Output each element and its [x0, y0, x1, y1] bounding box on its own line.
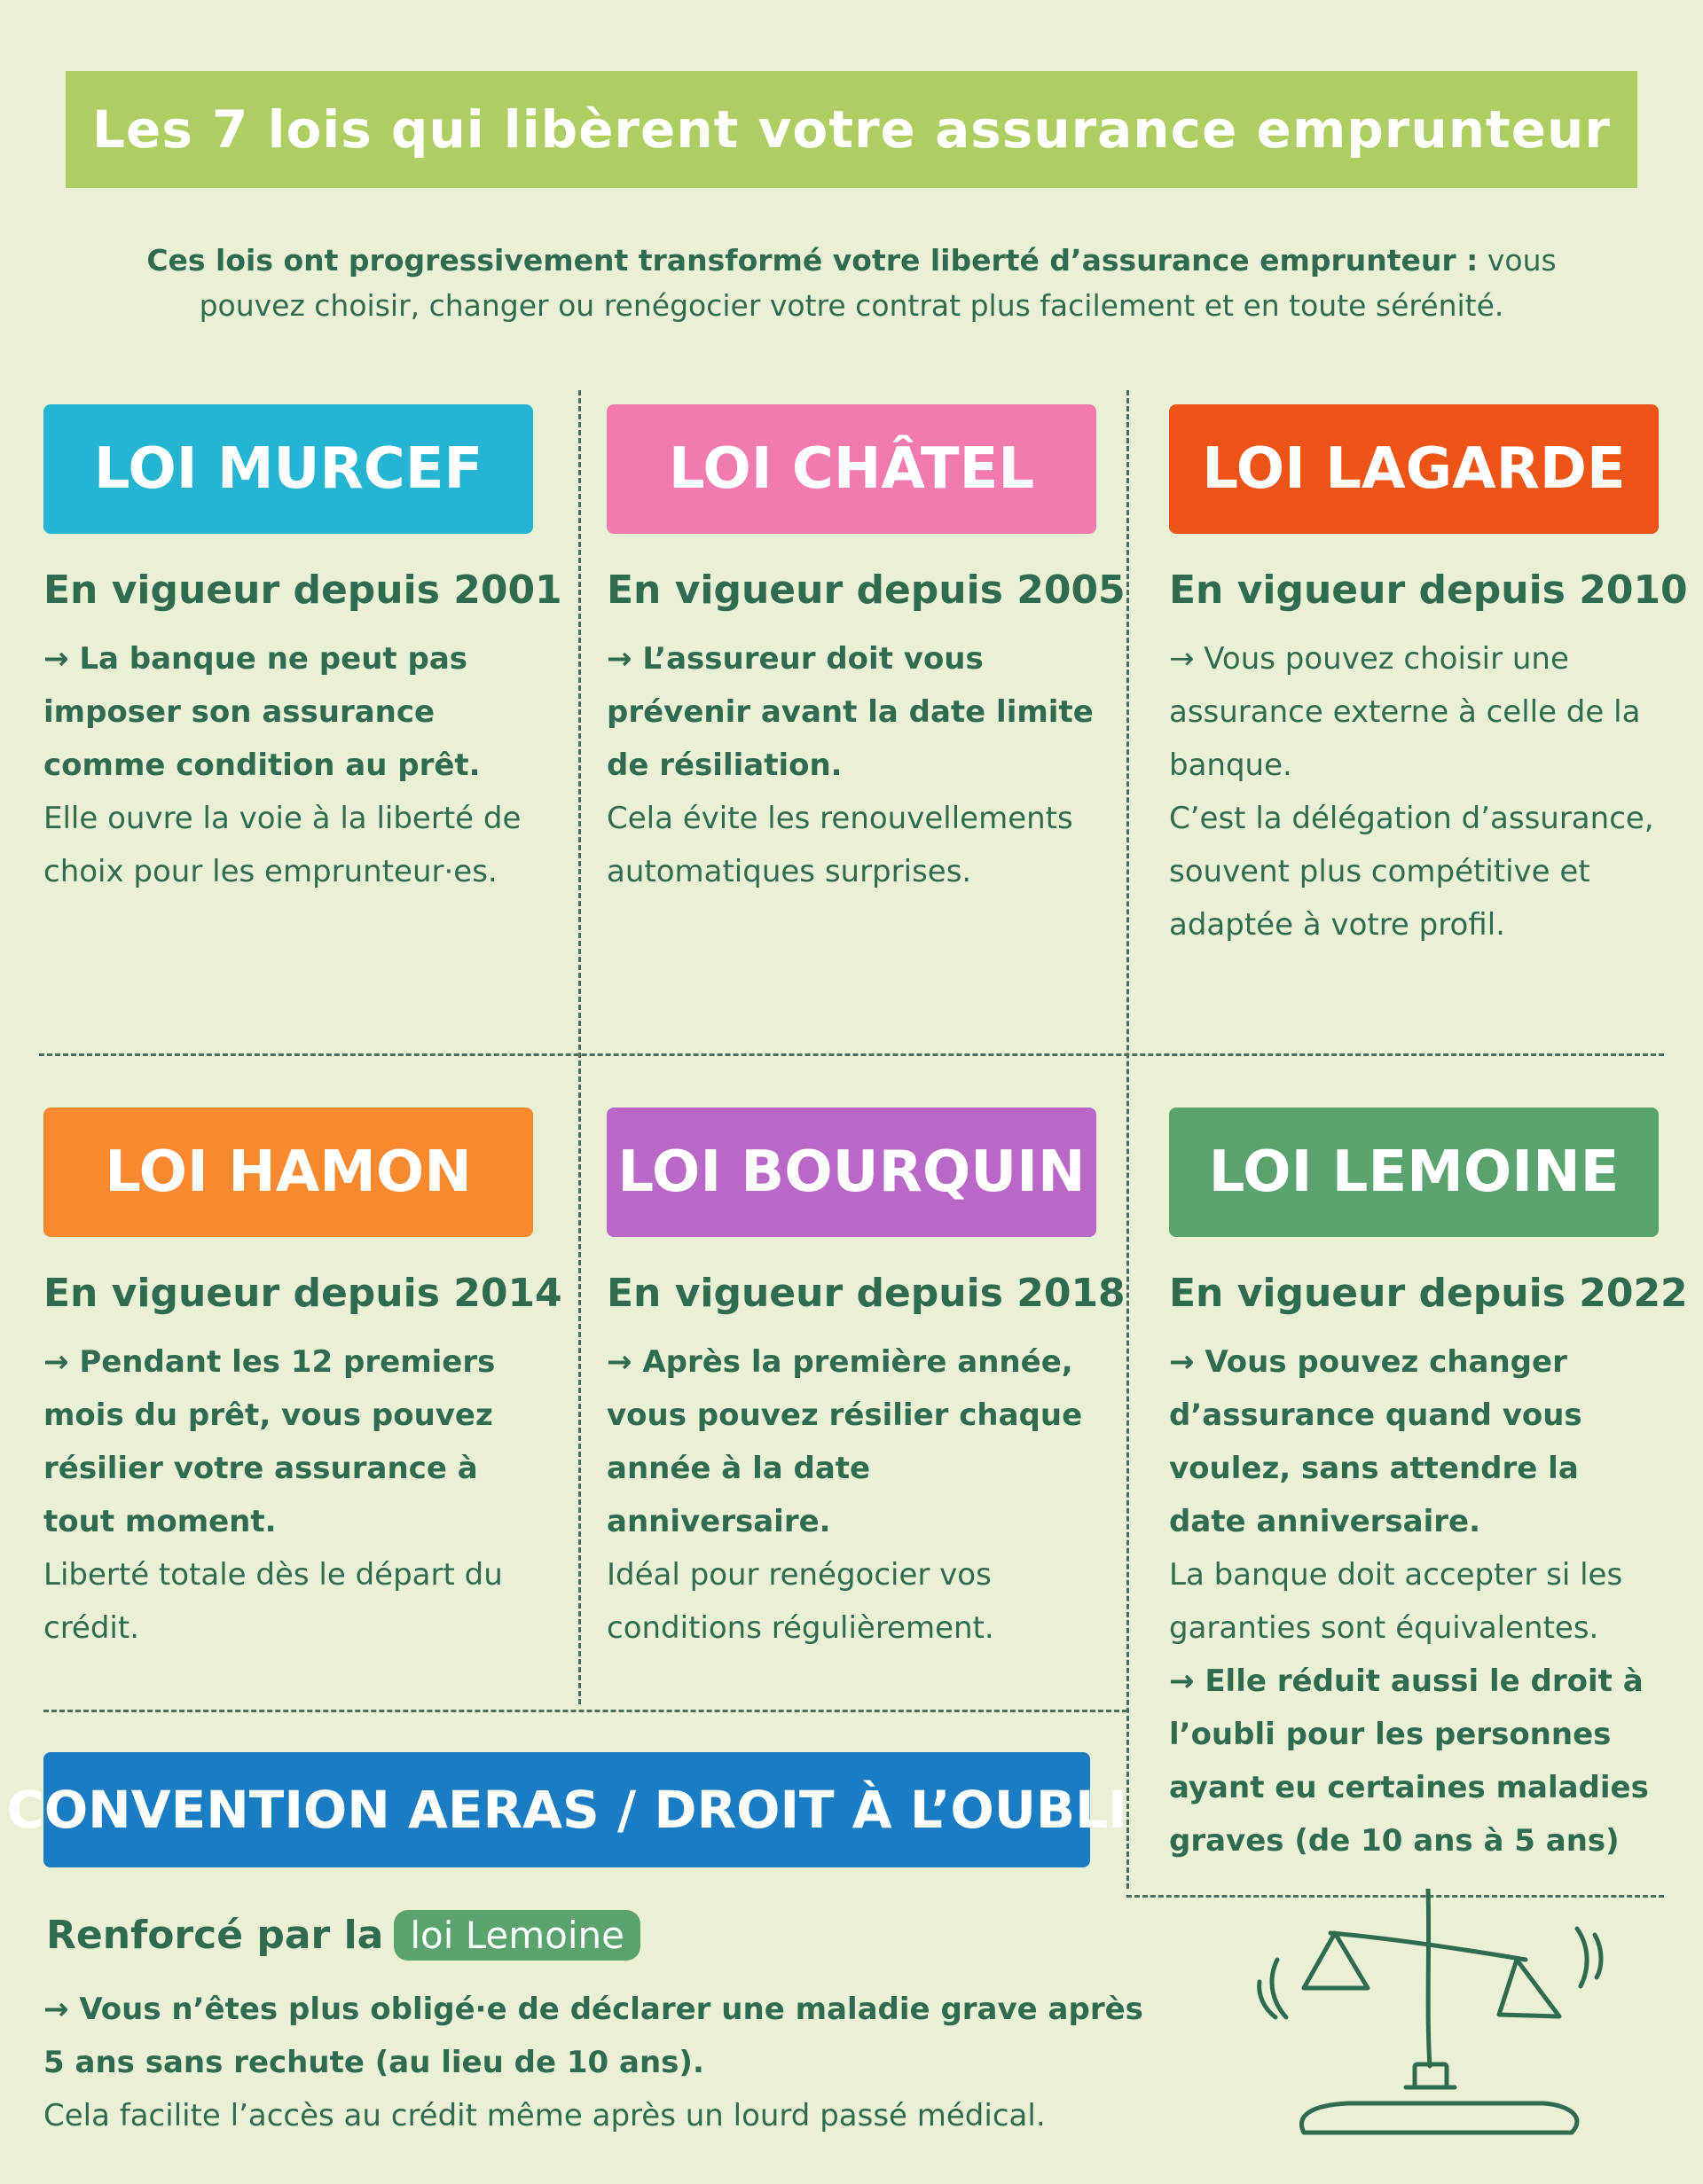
- divider-vertical-1: [578, 390, 581, 1704]
- law-detail: Idéal pour renégocier vos conditions régulièrement.: [607, 1557, 994, 1646]
- divider-vertical-2: [1126, 390, 1129, 1889]
- law-body: [43, 632, 533, 898]
- law-body: [607, 632, 1096, 898]
- law-badge-lagarde: LOI LAGARDE: [1169, 404, 1659, 534]
- law-key-point: → Vous pouvez choisir une assurance externe à celle de la banque.: [1169, 641, 1641, 783]
- divider-horizontal-1: [39, 1053, 1664, 1056]
- law-body: [607, 1335, 1096, 1655]
- law-card-lagarde: [1169, 404, 1688, 951]
- law-badge-hamon: LOI HAMON: [43, 1108, 533, 1237]
- intro-text: [115, 238, 1588, 328]
- law-key-point: → L’assureur doit vous prévenir avant la date limite de résiliation.: [607, 641, 1094, 783]
- law-badge-chatel: LOI CHÂTEL: [607, 404, 1096, 534]
- law-body: [1169, 632, 1659, 951]
- page-title: Les 7 lois qui libèrent votre assurance emprunteur: [66, 71, 1637, 188]
- intro-bold: Ces lois ont progressivement transformé votre liberté d’assurance emprunteur :: [146, 243, 1479, 278]
- law-since: En vigueur depuis 2005: [607, 568, 1126, 613]
- law-card-murcef: [43, 404, 562, 898]
- balance-scale-icon: [1233, 1889, 1614, 2155]
- law-detail: C’est la délégation d’assurance, souvent plus compétitive et adaptée à votre profil.: [1169, 801, 1654, 943]
- law-since: En vigueur depuis 2018: [607, 1271, 1126, 1316]
- law-key-point: → Vous pouvez changer d’assurance quand vous voulez, sans attendre la date anniversaire.: [1169, 1344, 1582, 1539]
- aeras-title-prefix: Renforcé par la: [46, 1913, 384, 1958]
- aeras-key-point: → Vous n’êtes plus obligé·e de déclarer une maladie grave après 5 ans sans rechute (au lieu de 10 ans).: [43, 1992, 1143, 2080]
- divider-horizontal-2: [43, 1710, 1127, 1712]
- law-since: En vigueur depuis 2001: [43, 568, 562, 613]
- law-card-chatel: [607, 404, 1126, 898]
- law-badge-bourquin: LOI BOURQUIN: [607, 1108, 1096, 1237]
- aeras-badge: CONVENTION AERAS / DROIT À L’OUBLI: [43, 1752, 1090, 1867]
- intro-regular: vous pouvez choisir, changer ou renégocier votre contrat plus facilement et en toute sérénité.: [199, 243, 1557, 323]
- law-key-point: → La banque ne peut pas imposer son assurance comme condition au prêt.: [43, 641, 481, 783]
- law-since: En vigueur depuis 2010: [1169, 568, 1688, 613]
- law-card-bourquin: [607, 1108, 1126, 1655]
- law-detail: Cela évite les renouvellements automatiques surprises.: [607, 801, 1073, 889]
- law-body: [43, 1335, 533, 1655]
- law-detail: Elle ouvre la voie à la liberté de choix pour les emprunteur·es.: [43, 801, 522, 889]
- law-detail: La banque doit accepter si les garanties sont équivalentes.: [1169, 1557, 1623, 1646]
- law-card-hamon: [43, 1108, 562, 1655]
- law-key-point: → Pendant les 12 premiers mois du prêt, vous pouvez résilier votre assurance à tout moment.: [43, 1344, 496, 1539]
- law-key-point-2: → Elle réduit aussi le droit à l’oubli pour les personnes ayant eu certaines maladies graves (de 10 ans à 5 ans): [1169, 1663, 1649, 1859]
- aeras-title: [46, 1910, 640, 1961]
- law-body: [1169, 1335, 1659, 1867]
- law-badge-murcef: LOI MURCEF: [43, 404, 533, 534]
- law-key-point: → Après la première année, vous pouvez résilier chaque année à la date anniversaire.: [607, 1344, 1083, 1539]
- aeras-title-pill: loi Lemoine: [394, 1910, 640, 1961]
- law-since: En vigueur depuis 2014: [43, 1271, 562, 1316]
- law-since: En vigueur depuis 2022: [1169, 1271, 1688, 1316]
- aeras-detail: Cela facilite l’accès au crédit même après un lourd passé médical.: [43, 2098, 1046, 2133]
- law-detail: Liberté totale dès le départ du crédit.: [43, 1557, 503, 1646]
- law-badge-lemoine: LOI LEMOINE: [1169, 1108, 1659, 1237]
- law-card-lemoine: [1169, 1108, 1688, 1867]
- aeras-body: [43, 1983, 1143, 2142]
